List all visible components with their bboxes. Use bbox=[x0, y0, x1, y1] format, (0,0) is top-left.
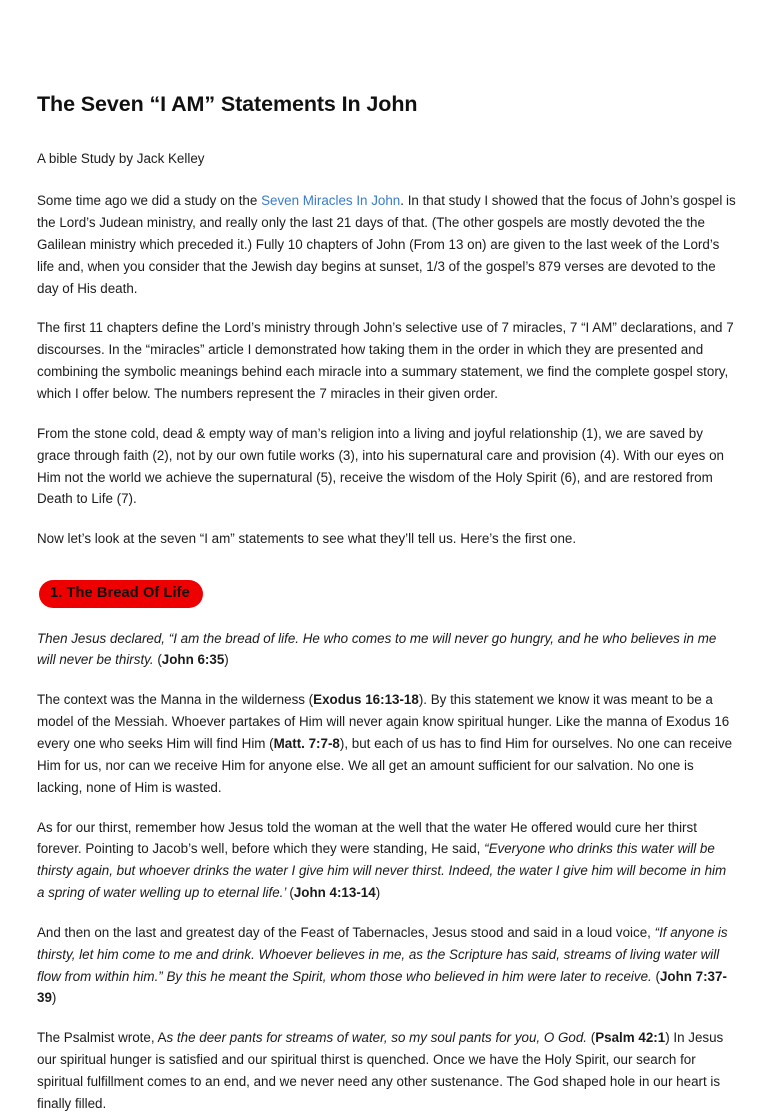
scripture-quote-john-6-35 bbox=[37, 628, 737, 672]
thirst-quote: “Everyone who drinks this water will be thirsty again, but whoever drinks the water I give him will never thirst. Indeed, the water I give him will become in him a spring of water welling up to eternal life.’ bbox=[37, 841, 727, 901]
paragraph-manna bbox=[37, 689, 737, 798]
section-heading-bread-of-life: 1. The Bread Of Life bbox=[39, 580, 203, 608]
intro-paragraph-2: The first 11 chapters define the Lord’s ministry through John’s selective use of 7 miracles, 7 “I AM” declarations, and 7 discourses. In the “miracles” article I demonstrated how taking them in the order in which they are presented and combining the symbolic meanings behind each miracle into a summary statement, we find the complete gospel story, which I offer below. The numbers represent the 7 miracles in their given order. bbox=[37, 320, 734, 401]
intro-paragraph-3: From the stone cold, dead & empty way of man’s religion into a living and joyful relationship (1), we are saved by grace through faith (2), not by our own futile works (3), into his supernatural care and provision (4). With our eyes on Him not the world we achieve the supernatural (5), receive the wisdom of the Holy Spirit (6), and are restored from Death to Life (7). bbox=[37, 425, 724, 507]
intro-paragraph-1 bbox=[37, 190, 737, 299]
scripture-quote-text: Then Jesus declared, “I am the bread of life. He who comes to me will never go hungry, and he who believes in me will never be thirsty. bbox=[37, 630, 717, 668]
reference-exodus-16: Exodus 16:13-18 bbox=[313, 692, 419, 708]
feast-quote: “If anyone is thirsty, let him come to me and drink. Whoever believes in me, as the Scripture has said, streams of living water will flow from within him.” By this he meant the Spirit, whom those who believed in him were later to receive. bbox=[37, 924, 728, 984]
open-paren: ( bbox=[590, 1030, 596, 1046]
reference-john-4: John 4:13-14 bbox=[293, 885, 376, 901]
reference-psalm-42: Psalm 42:1 bbox=[595, 1030, 666, 1046]
seven-miracles-in-john-link[interactable]: Seven Miracles In John bbox=[261, 193, 401, 209]
open-paren: ( bbox=[655, 968, 660, 984]
close-paren: ) bbox=[375, 885, 381, 901]
close-paren: ) bbox=[51, 990, 57, 1006]
intro-par1-text-after-link: . In that study I showed that the focus of John’s gospel is the Lord’s Judean ministry, and really only the last 21 days of that. (The other gospels are mostly devoted the the Galilean ministry which preceded it.) Fully 10 chapters of John (From 13 on) are given to the last week of the Lord’s life and, when you consider that the Jewish day begins at sunset, 1/3 of the gospel’s 879 verses are devoted to the day of His death. bbox=[37, 193, 736, 296]
psalm-quote: s the deer pants for streams of water, so my soul pants for you, O God. bbox=[166, 1030, 591, 1046]
intro-paragraph-4: Now let’s look at the seven “I am” statements to see what they’ll tell us. Here’s the first one. bbox=[37, 531, 577, 547]
manna-text-a: The context was the Manna in the wilderness ( bbox=[37, 692, 314, 708]
open-paren: ( bbox=[289, 885, 294, 901]
psalm-text-b: In Jesus our spiritual hunger is satisfied and our spiritual thirst is quenched. Once we have the Holy Spirit, our search for spiritual fulfillment comes to an end, and we never need any other sustenance. The God shaped hole in our heart is finally filled. bbox=[37, 1030, 724, 1111]
manna-text-b: ). By this statement we know it was meant to be a model of the Messiah. Whoever partakes of Him will never again know spiritual hunger. Like the manna of Exodus 16 every one who seeks Him will find Him ( bbox=[37, 692, 730, 752]
feast-text-a: And then on the last and greatest day of the Feast of Tabernacles, Jesus stood and said in a loud voice, bbox=[37, 924, 655, 940]
close-paren: ) bbox=[224, 652, 229, 668]
scripture-reference: John 6:35 bbox=[161, 652, 225, 668]
close-paren: ) bbox=[665, 1030, 670, 1046]
intro-par1-text-before-link: Some time ago we did a study on the bbox=[37, 193, 262, 209]
reference-matthew-7: Matt. 7:7-8 bbox=[273, 736, 340, 752]
page-title: The Seven “I AM” Statements In John bbox=[37, 92, 418, 116]
open-paren: ( bbox=[157, 652, 162, 668]
byline: A bible Study by Jack Kelley bbox=[37, 150, 205, 166]
thirst-text-a: As for our thirst, remember how Jesus told the woman at the well that the water He offered would cure her thirst forever. Pointing to Jacob’s well, before which they were standing, He said, bbox=[37, 819, 697, 857]
paragraph-thirst bbox=[37, 817, 737, 904]
paragraph-feast-of-tabernacles bbox=[37, 922, 737, 1009]
reference-john-7: John 7:37-39 bbox=[37, 968, 727, 1006]
manna-text-c: ), but each of us has to find Him for ourselves. No one can receive Him for us, nor can we receive Him for anyone else. We all get an amount sufficient for our salvation. No one is lacking, none of Him is wasted. bbox=[37, 736, 733, 795]
psalm-text-a: The Psalmist wrote, A bbox=[37, 1030, 167, 1046]
paragraph-psalmist bbox=[37, 1027, 737, 1114]
